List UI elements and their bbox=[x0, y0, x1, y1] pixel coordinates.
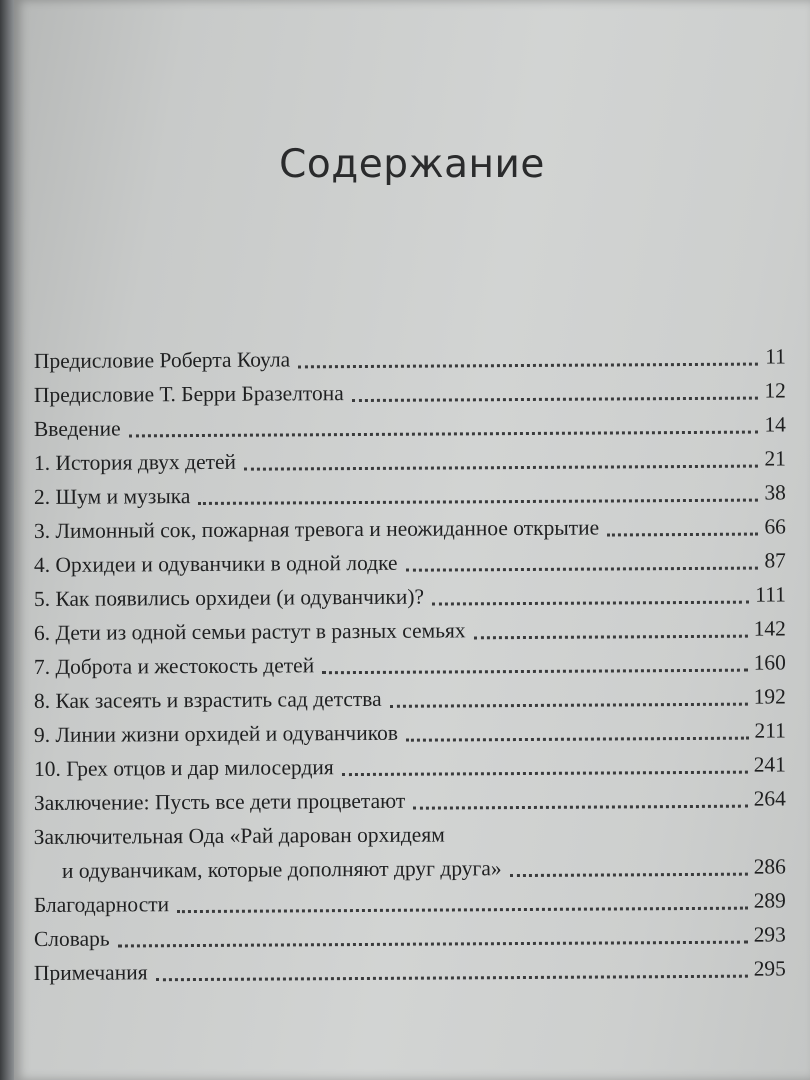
toc-page-number: 12 bbox=[764, 377, 786, 403]
toc-entry bbox=[34, 643, 786, 682]
toc-entry bbox=[34, 881, 786, 920]
toc-entry bbox=[34, 439, 786, 478]
toc-entry-label: Заключительная Ода «Рай дарован орхидеям bbox=[33, 821, 445, 849]
toc-entry-label: Благодарности bbox=[33, 891, 170, 917]
toc-dot-leader bbox=[413, 805, 747, 810]
toc-entry bbox=[34, 473, 786, 512]
toc-entry bbox=[34, 405, 786, 444]
toc-entry bbox=[34, 779, 786, 818]
toc-page-number: 286 bbox=[753, 853, 786, 879]
toc-page-number: 111 bbox=[755, 581, 786, 607]
toc-page-number: 192 bbox=[753, 683, 786, 709]
toc-page-number: 11 bbox=[765, 343, 786, 369]
toc-dot-leader bbox=[352, 397, 758, 402]
toc-dot-leader bbox=[342, 771, 748, 776]
toc-entry bbox=[34, 371, 786, 410]
toc-entry-label: 7. Доброта и жестокость детей bbox=[33, 652, 315, 679]
toc-entry-line-1 bbox=[34, 813, 786, 852]
toc-entry-label: Словарь bbox=[33, 926, 110, 951]
toc-dot-leader bbox=[432, 601, 749, 606]
toc-dot-leader bbox=[510, 873, 748, 877]
toc-entry-label: 3. Лимонный сок, пожарная тревога и неожиданное открытие bbox=[33, 515, 600, 543]
toc-entry-label: 9. Линии жизни орхидей и одуванчиков bbox=[33, 720, 399, 747]
book-page bbox=[14, 0, 810, 1080]
toc-entry-label: 10. Грех отцов и дар милосердия bbox=[33, 754, 334, 781]
toc-entry bbox=[34, 507, 786, 546]
toc-page-number: 293 bbox=[753, 921, 786, 947]
toc-page-number: 241 bbox=[753, 751, 786, 777]
toc-entry bbox=[34, 541, 786, 580]
toc-entry-label: 5. Как появились орхидеи (и одуванчики)? bbox=[33, 584, 425, 611]
toc-dot-leader bbox=[298, 363, 758, 369]
toc-dot-leader bbox=[322, 669, 747, 675]
toc-dot-leader bbox=[118, 941, 748, 948]
toc-entry bbox=[34, 337, 786, 376]
toc-page-number: 211 bbox=[754, 717, 786, 743]
toc-entry bbox=[34, 575, 786, 614]
toc-entry bbox=[34, 711, 786, 750]
toc-entry-label: 2. Шум и музыка bbox=[33, 483, 191, 509]
toc-entry bbox=[34, 745, 786, 784]
toc-entry-label: Примечания bbox=[33, 959, 148, 985]
toc-page-number: 295 bbox=[753, 955, 786, 981]
toc-dot-leader bbox=[474, 635, 748, 640]
toc-entry-label: 8. Как засеять и взрастить сад детства bbox=[33, 686, 382, 713]
toc-entry-label-continued: и одуванчикам, которые дополняют друг друга» bbox=[61, 855, 502, 883]
page-title: Содержание bbox=[279, 142, 545, 187]
toc-page-number: 14 bbox=[764, 411, 786, 437]
toc-page-number: 289 bbox=[753, 887, 786, 913]
book-spine-edge bbox=[0, 0, 14, 1080]
toc-dot-leader bbox=[198, 499, 758, 505]
toc-dot-leader bbox=[156, 975, 748, 982]
toc-entry-label: Введение bbox=[33, 415, 121, 441]
toc-entry-label: 6. Дети из одной семьи растут в разных семьях bbox=[33, 617, 466, 645]
toc-entry bbox=[34, 949, 786, 988]
toc-page-number: 21 bbox=[764, 445, 786, 471]
toc-page-number: 66 bbox=[764, 513, 786, 539]
toc-page-number: 264 bbox=[753, 785, 786, 811]
toc-entry bbox=[34, 677, 786, 716]
toc-page-number: 87 bbox=[764, 547, 786, 573]
toc-entry bbox=[34, 609, 786, 648]
toc-dot-leader bbox=[177, 907, 748, 913]
table-of-contents bbox=[34, 342, 786, 988]
toc-page-number: 160 bbox=[753, 649, 786, 675]
toc-entry bbox=[34, 813, 786, 886]
toc-entry-label: Заключение: Пусть все дети процветают bbox=[33, 788, 406, 815]
toc-dot-leader bbox=[406, 737, 749, 742]
toc-page-number: 142 bbox=[753, 615, 786, 641]
toc-dot-leader bbox=[390, 703, 748, 708]
toc-dot-leader bbox=[129, 431, 758, 438]
toc-page-number: 38 bbox=[764, 479, 786, 505]
toc-entry-label: 4. Орхидеи и одуванчики в одной лодке bbox=[33, 550, 398, 577]
toc-dot-leader bbox=[607, 533, 758, 537]
toc-entry-label: Предисловие Роберта Коула bbox=[33, 346, 291, 373]
toc-dot-leader bbox=[406, 567, 758, 572]
toc-entry bbox=[34, 915, 786, 954]
toc-dot-leader bbox=[244, 465, 758, 471]
toc-entry-line-2 bbox=[34, 847, 786, 886]
toc-entry-label: 1. История двух детей bbox=[33, 449, 237, 475]
toc-entry-label: Предисловие Т. Берри Бразелтона bbox=[33, 380, 344, 407]
